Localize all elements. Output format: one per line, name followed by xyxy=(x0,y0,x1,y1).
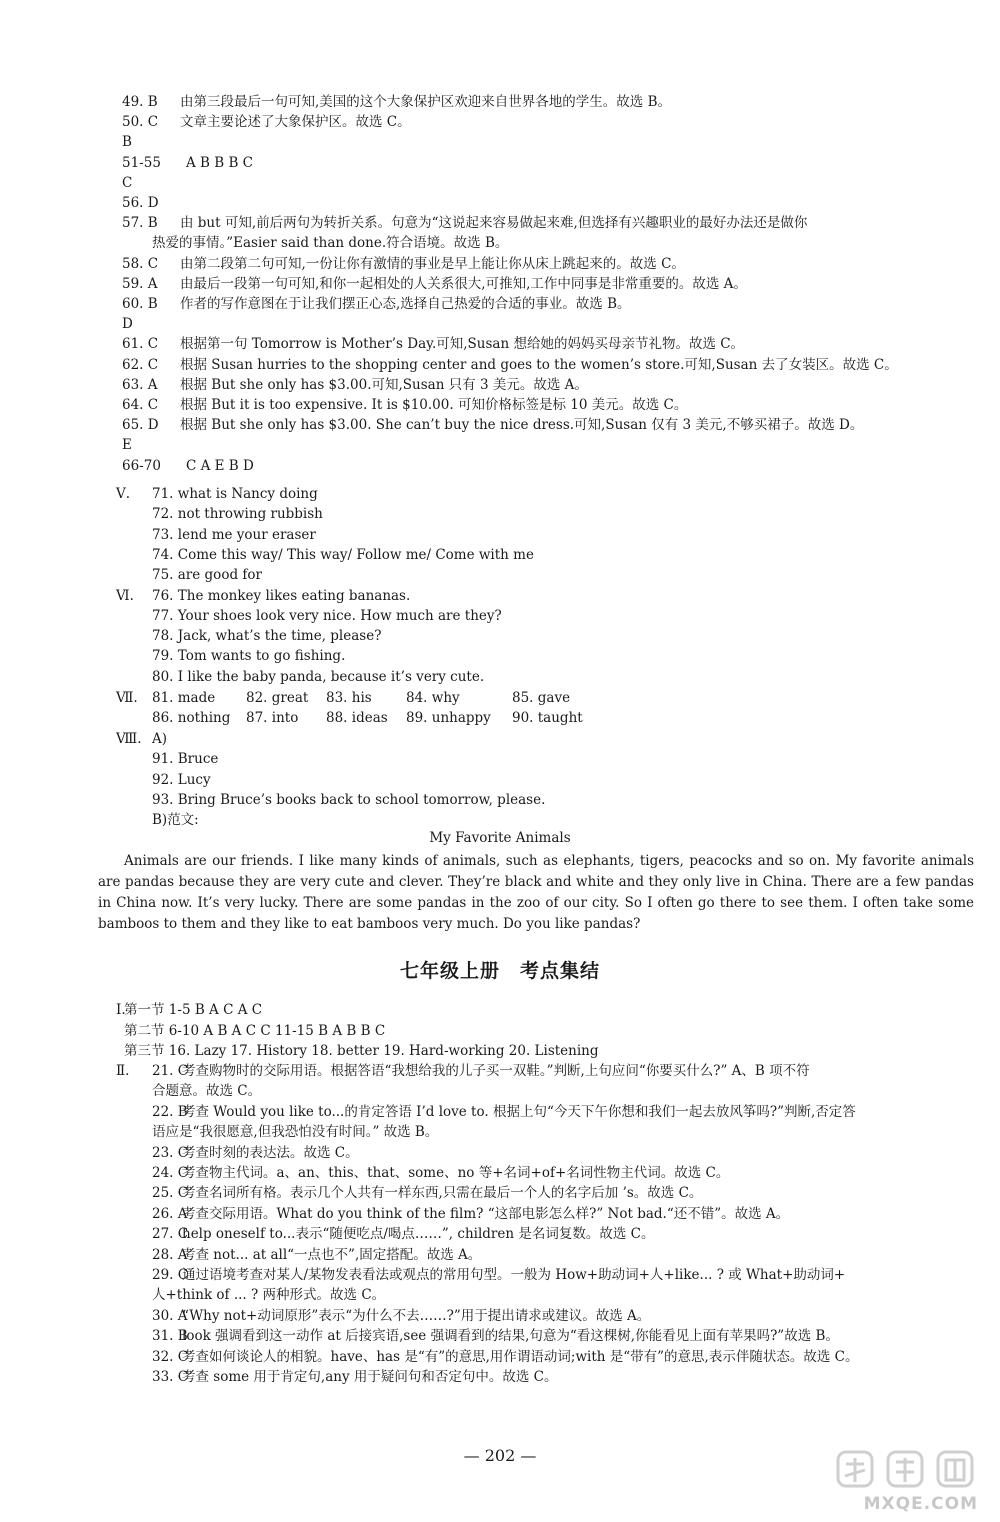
answer-explanation: 考查物主代词。a、an、this、that、some、no 等+名词+of+名词性物主代词。故选 C。 xyxy=(182,1165,730,1181)
answer-number: 65. D xyxy=(122,417,159,434)
answer-text: 72. not throwing rubbish xyxy=(152,506,323,523)
answer-cell: 86. nothing xyxy=(152,710,231,726)
answer-number: 25. C xyxy=(152,1185,189,1202)
answer-explanation: 由第三段最后一句可知,美国的这个大象保护区欢迎来自世界各地的学生。故选 B。 xyxy=(180,94,672,110)
answer-number: 60. B xyxy=(122,296,158,312)
answer-explanation: 根据 But she only has $3.00. She can’t buy the nice dress.可知,Susan 仅有 3 美元,不够买裙子。故选 D。 xyxy=(180,417,864,434)
essay-body: Animals are our friends. I like many kinds of animals, such as elephants, tigers, peacocks and so on. My favorite animals are pandas because they are very cute and clever. They’re black and white and they only live in China. There are a few pandas in China now. It’s very lucky. There are some pandas in the zoo of our city. So I often go there to see them. I often take some bamboos to them and they like to eat bamboos very much. Do you like pandas? xyxy=(98,853,974,932)
page-number: — 202 — xyxy=(463,1446,537,1465)
answer-cell: 82. great xyxy=(246,690,309,706)
answer-text: 80. I like the baby panda, because it’s very cute. xyxy=(152,668,485,685)
answer-text: 93. Bring Bruce’s books back to school tomorrow, please. xyxy=(152,791,546,808)
answer-number: E xyxy=(122,437,132,454)
answer-text: 79. Tom wants to go fishing. xyxy=(152,648,346,665)
roman-numeral: Ⅶ. xyxy=(116,690,138,706)
answer-text: 76. The monkey likes eating bananas. xyxy=(152,587,411,604)
answer-number: D xyxy=(122,316,133,333)
roman-numeral: Ⅰ. xyxy=(116,1002,126,1018)
answer-cell: 87. into xyxy=(246,710,299,726)
answer-number: 22. B xyxy=(152,1103,188,1120)
roman-numeral: Ⅱ. xyxy=(116,1063,130,1079)
answer-explanation: 人+think of ... ? 两种形式。故选 C。 xyxy=(152,1287,386,1304)
answer-text: A) xyxy=(152,731,168,747)
answer-text: 75. are good for xyxy=(152,567,262,584)
answer-cell: 90. taught xyxy=(512,710,583,726)
answer-explanation: 由 but 可知,前后两句为转折关系。句意为“这说起来容易做起来难,但选择有兴趣职业的最好办法还是做你 xyxy=(180,215,808,232)
answer-cell: 89. unhappy xyxy=(406,710,491,726)
answer-text: 91. Bruce xyxy=(152,751,219,768)
answer-number: 28. A xyxy=(152,1246,188,1263)
answer-explanation: 语应是“我很愿意,但我恐怕没有时间。” 故选 B。 xyxy=(152,1124,439,1141)
answer-number: 50. C xyxy=(122,114,159,131)
answer-explanation: A B B B C xyxy=(186,154,254,171)
roman-numeral: Ⅴ. xyxy=(116,486,131,502)
answer-explanation: 考查名词所有格。表示几个人共有一样东西,只需在最后一个人的名字后加 ’s。故选 C。 xyxy=(182,1185,703,1202)
answer-cell: 84. why xyxy=(406,690,460,706)
roman-numeral: Ⅷ. xyxy=(116,731,142,747)
answer-cell: 83. his xyxy=(326,690,372,706)
answer-number: 33. C xyxy=(152,1369,189,1385)
answer-number: 51-55 xyxy=(122,154,161,171)
answer-number: 61. C xyxy=(122,336,159,353)
answer-explanation: 作者的写作意图在于让我们摆正心态,选择自己热爱的合适的事业。故选 B。 xyxy=(180,296,631,312)
answer-number: 59. A xyxy=(122,275,158,292)
answer-explanation: 考查 Would you like to...的肯定答语 I’d love to. 根据上句“今天下午你想和我们一起去放风筝吗?”判断,否定答 xyxy=(182,1103,856,1120)
answer-text: 第三节 16. Lazy 17. History 18. better 19. Hard-working 20. Listening xyxy=(124,1043,599,1059)
answer-explanation: 根据 But she only has $3.00.可知,Susan 只有 3 美元。故选 A。 xyxy=(180,376,588,393)
answer-explanation: 合题意。故选 C。 xyxy=(152,1083,262,1100)
answer-text: 92. Lucy xyxy=(152,771,211,788)
answer-cell: 85. gave xyxy=(512,690,571,706)
roman-numeral: Ⅵ. xyxy=(116,587,134,604)
answer-text: 第二节 6-10 A B A C C 11-15 B A B B C xyxy=(124,1022,386,1039)
answer-explanation: 考查 not... at all“一点也不”,固定搭配。故选 A。 xyxy=(182,1246,482,1263)
answer-text: 73. lend me your eraser xyxy=(152,526,316,543)
answer-number: 63. A xyxy=(122,376,158,393)
answer-text: 第一节 1-5 B A C A C xyxy=(124,1002,263,1018)
section-title: 七年级上册 考点集结 xyxy=(399,960,600,982)
answer-explanation: 根据 But it is too expensive. It is $10.00. 可知价格标签是标 10 美元。故选 C。 xyxy=(180,397,688,413)
answer-number: 30. A xyxy=(152,1307,188,1324)
answer-number: C xyxy=(122,174,133,191)
answer-number: 26. A xyxy=(152,1205,188,1222)
answer-number: 27. C xyxy=(152,1226,189,1243)
answer-text: 71. what is Nancy doing xyxy=(152,486,318,502)
answer-explanation: 根据 Susan hurries to the shopping center and goes to the women’s store.可知,Susan 去了女装区。故选 C。 xyxy=(180,356,898,373)
answer-explanation: 考查交际用语。What do you think of the film? “这部电影怎么样?” Not bad.“还不错”。故选 A。 xyxy=(182,1205,790,1222)
answer-explanation: 通过语境考查对某人/某物发表看法或观点的常用句型。一般为 How+助动词+人+like... ? 或 What+助动词+ xyxy=(182,1267,846,1283)
answer-explanation: help oneself to...表示“随便吃点/喝点……”, children 是名词复数。故选 C。 xyxy=(182,1226,655,1243)
answer-explanation: look 强调看到这一动作 at 后接宾语,see 强调看到的结果,句意为“看这棵树,你能看见上面有苹果吗?”故选 B。 xyxy=(182,1328,839,1345)
answer-text: B)范文: xyxy=(152,812,199,829)
answer-explanation: C A E B D xyxy=(186,457,254,474)
answer-text: 77. Your shoes look very nice. How much are they? xyxy=(152,607,502,624)
answer-number: 21. C xyxy=(152,1063,189,1079)
answer-cell: 81. made xyxy=(152,690,216,706)
essay-title: My Favorite Animals xyxy=(429,830,571,846)
answer-explanation: 考查 some 用于肯定句,any 用于疑问句和否定句中。故选 C。 xyxy=(182,1369,558,1385)
answer-number: 23. C xyxy=(152,1144,189,1161)
answer-text: 74. Come this way/ This way/ Follow me/ Come with me xyxy=(152,546,534,563)
answer-number: 24. C xyxy=(152,1165,189,1181)
answer-number: 66-70 xyxy=(122,457,161,474)
answer-number: B xyxy=(122,134,132,151)
answer-number: 58. C xyxy=(122,255,159,272)
answer-number: 32. C xyxy=(152,1348,189,1365)
answer-number: 62. C xyxy=(122,356,159,373)
answer-number: 57. B xyxy=(122,215,158,232)
answer-explanation: 根据第一句 Tomorrow is Mother’s Day.可知,Susan 想给她的妈妈买母亲节礼物。故选 C。 xyxy=(180,336,745,353)
answer-explanation: 文章主要论述了大象保护区。故选 C。 xyxy=(180,114,411,131)
watermark-text: MXQE.COM xyxy=(863,1494,978,1514)
answer-number: 56. D xyxy=(122,195,159,211)
answer-explanation: 热爱的事情。”Easier said than done.符合语境。故选 B。 xyxy=(152,235,509,252)
answer-number: 31. B xyxy=(152,1328,188,1345)
answer-explanation: 考查如何谈论人的相貌。have、has 是“有”的意思,用作谓语动词;with 是“带有”的意思,表示伴随状态。故选 C。 xyxy=(182,1348,859,1365)
answer-number: 64. C xyxy=(122,397,159,413)
answer-cell: 88. ideas xyxy=(326,710,388,726)
answer-number: 29. C xyxy=(152,1267,189,1283)
answer-number: 49. B xyxy=(122,94,158,110)
answer-explanation: 由最后一段第一句可知,和你一起相处的人关系很大,可推知,工作中同事是非常重要的。故选 A。 xyxy=(180,275,747,292)
answer-explanation: 考查时刻的表达法。故选 C。 xyxy=(182,1144,359,1161)
answer-explanation: “Why not+动词原形”表示“为什么不去……?”用于提出请求或建议。故选 A。 xyxy=(182,1307,651,1324)
answer-explanation: 考查购物时的交际用语。根据答语“我想给我的儿子买一双鞋。”判断,上句应问“你要买什么?” A、B 项不符 xyxy=(182,1063,810,1079)
answer-text: 78. Jack, what’s the time, please? xyxy=(152,628,382,645)
answer-explanation: 由第二段第二句可知,一份让你有激情的事业是早上能让你从床上跳起来的。故选 C。 xyxy=(180,255,685,272)
